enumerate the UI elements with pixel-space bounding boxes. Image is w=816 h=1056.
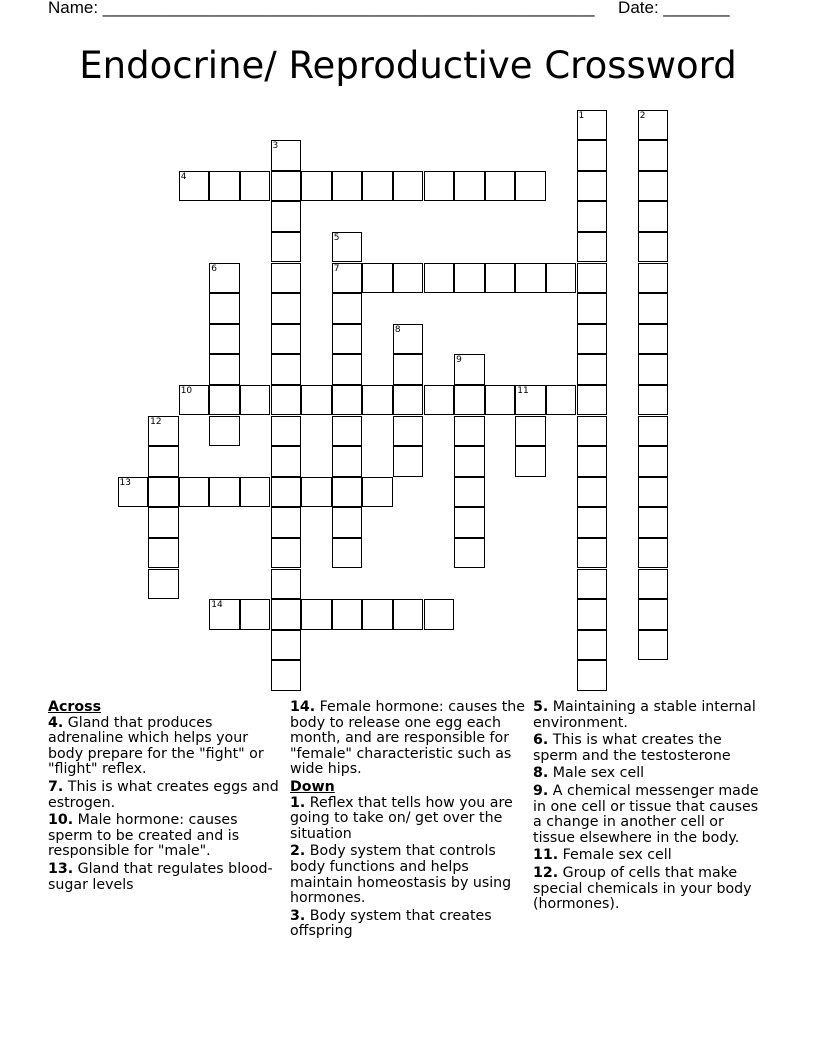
grid-cell[interactable] (271, 569, 302, 600)
clue-item (533, 866, 769, 913)
grid-cell[interactable] (332, 293, 363, 324)
grid-cell[interactable] (454, 354, 485, 385)
clue-number-label: 1 (578, 110, 585, 121)
grid-cell[interactable] (179, 477, 210, 508)
grid-cell[interactable] (515, 416, 546, 447)
clue-text: This is what creates eggs and estrogen. (48, 778, 279, 811)
grid-cell[interactable] (179, 385, 210, 416)
grid-cell[interactable] (638, 569, 669, 600)
clue-section-heading: Down (290, 778, 335, 795)
grid-cell[interactable] (271, 232, 302, 263)
grid-cell[interactable] (209, 263, 240, 294)
grid-cell[interactable] (577, 385, 608, 416)
grid-cell[interactable] (638, 232, 669, 263)
grid-cell[interactable] (271, 538, 302, 569)
grid-cell[interactable] (271, 477, 302, 508)
grid-cell[interactable] (271, 416, 302, 447)
grid-cell[interactable] (638, 538, 669, 569)
clue-item (48, 716, 284, 778)
clue-number: 9. (533, 782, 549, 799)
grid-cell[interactable] (577, 416, 608, 447)
grid-cell[interactable] (577, 446, 608, 477)
page-title: Endocrine/ Reproductive Crossword (79, 44, 737, 87)
clue-number: 11. (533, 847, 559, 864)
clue-text: A chemical messenger made in one cell or tissue that causes a change in another cell or tissue elsewhere in the body. (533, 782, 759, 846)
clue-number-label: 14 (211, 600, 223, 611)
grid-cell[interactable] (638, 416, 669, 447)
clue-item (533, 784, 769, 846)
grid-cell[interactable] (515, 385, 546, 416)
grid-cell[interactable] (271, 446, 302, 477)
grid-cell[interactable] (454, 538, 485, 569)
grid-cell[interactable] (638, 324, 669, 355)
grid-cell[interactable] (577, 538, 608, 569)
clue-number: 5. (533, 699, 549, 715)
grid-cell[interactable] (638, 385, 669, 416)
grid-cell[interactable] (424, 385, 455, 416)
grid-cell[interactable] (577, 293, 608, 324)
clue-number-label: 12 (150, 416, 162, 427)
clue-item (290, 700, 526, 778)
grid-cell[interactable] (332, 171, 363, 202)
grid-cell[interactable] (393, 599, 424, 630)
grid-cell[interactable] (485, 263, 516, 294)
grid-cell[interactable] (515, 446, 546, 477)
grid-cell[interactable] (332, 324, 363, 355)
clue-text: Gland that regulates blood-sugar levels (48, 860, 273, 893)
clues-column-2 (290, 700, 526, 942)
grid-cell[interactable] (332, 232, 363, 263)
grid-cell[interactable] (332, 507, 363, 538)
clue-text: Female sex cell (558, 847, 672, 864)
grid-cell[interactable] (577, 171, 608, 202)
grid-cell[interactable] (332, 263, 363, 294)
grid-cell[interactable] (271, 354, 302, 385)
clue-number: 13. (48, 860, 74, 877)
grid-cell[interactable] (485, 171, 516, 202)
grid-cell[interactable] (485, 385, 516, 416)
grid-cell[interactable] (148, 416, 179, 447)
grid-cell[interactable] (209, 171, 240, 202)
grid-cell[interactable] (577, 110, 608, 141)
grid-cell[interactable] (577, 507, 608, 538)
grid-cell[interactable] (546, 385, 577, 416)
grid-cell[interactable] (638, 446, 669, 477)
clue-text: Body system that creates offspring (290, 907, 492, 940)
grid-cell[interactable] (271, 293, 302, 324)
grid-cell[interactable] (271, 385, 302, 416)
grid-cell[interactable] (209, 477, 240, 508)
clue-item (533, 700, 769, 731)
clue-number-label: 9 (456, 355, 462, 366)
grid-cell[interactable] (638, 599, 669, 630)
clue-text: Male hormone: causes sperm to be created and is responsible for "male". (48, 812, 240, 860)
clue-number: 14. (290, 699, 316, 715)
grid-cell[interactable] (271, 140, 302, 171)
grid-cell[interactable] (577, 477, 608, 508)
grid-cell[interactable] (362, 599, 393, 630)
grid-cell[interactable] (577, 630, 608, 661)
grid-cell[interactable] (577, 232, 608, 263)
grid-cell[interactable] (577, 599, 608, 630)
grid-cell[interactable] (271, 324, 302, 355)
clue-number-label: 10 (180, 385, 193, 396)
grid-cell[interactable] (393, 263, 424, 294)
grid-cell[interactable] (577, 354, 608, 385)
clue-text: Female hormone: causes the body to release one egg each month, and are responsible for "female" characteristic such as wide hips. (290, 699, 526, 778)
grid-cell[interactable] (424, 171, 455, 202)
grid-cell[interactable] (209, 324, 240, 355)
grid-cell[interactable] (515, 263, 546, 294)
clue-item (48, 780, 284, 811)
clue-number: 1. (290, 794, 306, 811)
grid-cell[interactable] (332, 599, 363, 630)
grid-cell[interactable] (179, 171, 210, 202)
grid-cell[interactable] (393, 324, 424, 355)
grid-cell[interactable] (240, 385, 271, 416)
clue-text: Body system that controls body functions and helps maintain homeostasis by using hormones. (290, 843, 512, 907)
grid-cell[interactable] (424, 599, 455, 630)
clue-number: 12. (533, 864, 559, 881)
grid-cell[interactable] (638, 293, 669, 324)
clue-text: Male sex cell (548, 765, 645, 782)
grid-cell[interactable] (271, 630, 302, 661)
grid-cell[interactable] (301, 385, 332, 416)
grid-cell[interactable] (577, 660, 608, 691)
grid-cell[interactable] (148, 507, 179, 538)
grid-cell[interactable] (454, 507, 485, 538)
clue-number-label: 5 (333, 232, 340, 243)
clue-number: 2. (290, 843, 306, 860)
grid-cell[interactable] (638, 263, 669, 294)
grid-cell[interactable] (638, 110, 669, 141)
grid-cell[interactable] (209, 354, 240, 385)
grid-cell[interactable] (301, 599, 332, 630)
grid-cell[interactable] (454, 446, 485, 477)
clue-number-label: 7 (333, 263, 340, 274)
name-date-line: Name: ____________________________________________________ Date: _______ (48, 0, 730, 17)
grid-cell[interactable] (148, 477, 179, 508)
grid-cell[interactable] (638, 477, 669, 508)
grid-cell[interactable] (638, 140, 669, 171)
clue-number: 10. (48, 812, 74, 829)
grid-cell[interactable] (148, 538, 179, 569)
grid-cell[interactable] (362, 385, 393, 416)
grid-cell[interactable] (332, 477, 363, 508)
clue-number: 3. (290, 907, 306, 924)
grid-cell[interactable] (454, 416, 485, 447)
grid-cell[interactable] (362, 477, 393, 508)
grid-cell[interactable] (362, 171, 393, 202)
grid-cell[interactable] (393, 354, 424, 385)
clue-item (533, 733, 769, 764)
clue-item (290, 844, 526, 906)
clue-item (533, 848, 769, 864)
grid-cell[interactable] (271, 660, 302, 691)
clue-number-label: 3 (272, 141, 279, 152)
grid-cell[interactable] (515, 171, 546, 202)
clues-column-1 (48, 700, 284, 895)
clue-number: 4. (48, 714, 64, 731)
clue-text: Reflex that tells how you are going to take on/ get over the situation (290, 794, 513, 842)
clue-item (533, 766, 769, 782)
grid-cell[interactable] (301, 171, 332, 202)
grid-cell[interactable] (393, 446, 424, 477)
grid-cell[interactable] (577, 324, 608, 355)
clue-text: This is what creates the sperm and the testosterone (533, 732, 731, 764)
clue-number: 8. (533, 765, 549, 782)
grid-cell[interactable] (638, 507, 669, 538)
grid-cell[interactable] (209, 416, 240, 447)
grid-cell[interactable] (271, 599, 302, 630)
clue-text: Gland that produces adrenaline which helps your body prepare for the "fight" or "flight" reflex. (48, 714, 264, 778)
grid-cell[interactable] (240, 171, 271, 202)
grid-cell[interactable] (638, 354, 669, 385)
clue-number-label: 13 (119, 477, 131, 488)
grid-cell[interactable] (332, 385, 363, 416)
grid-cell[interactable] (638, 201, 669, 232)
grid-cell[interactable] (271, 507, 302, 538)
clue-number: 7. (48, 778, 64, 795)
grid-cell[interactable] (454, 171, 485, 202)
grid-cell[interactable] (577, 263, 608, 294)
grid-cell[interactable] (240, 477, 271, 508)
grid-cell[interactable] (271, 263, 302, 294)
grid-cell[interactable] (118, 477, 149, 508)
grid-cell[interactable] (362, 263, 393, 294)
clues-column-3 (533, 700, 769, 915)
grid-cell[interactable] (148, 569, 179, 600)
grid-cell[interactable] (209, 293, 240, 324)
clue-text: Group of cells that make special chemicals in your body (hormones). (533, 864, 752, 913)
grid-cell[interactable] (240, 599, 271, 630)
grid-cell[interactable] (148, 446, 179, 477)
grid-cell[interactable] (271, 201, 302, 232)
grid-cell[interactable] (577, 569, 608, 600)
grid-cell[interactable] (393, 171, 424, 202)
clue-number-label: 6 (211, 263, 218, 274)
grid-cell[interactable] (424, 263, 455, 294)
clue-number-label: 4 (180, 171, 187, 182)
grid-cell[interactable] (301, 477, 332, 508)
clue-number-label: 2 (639, 110, 646, 121)
grid-cell[interactable] (546, 263, 577, 294)
clue-item (290, 909, 526, 940)
grid-cell[interactable] (454, 477, 485, 508)
grid-cell[interactable] (332, 538, 363, 569)
grid-cell[interactable] (577, 201, 608, 232)
clue-number-label: 11 (517, 385, 529, 396)
grid-cell[interactable] (454, 263, 485, 294)
grid-cell[interactable] (393, 385, 424, 416)
grid-cell[interactable] (332, 446, 363, 477)
grid-cell[interactable] (209, 599, 240, 630)
clue-item (48, 813, 284, 860)
clue-number: 6. (533, 732, 549, 749)
grid-cell[interactable] (332, 416, 363, 447)
clue-item (48, 862, 284, 893)
grid-cell[interactable] (271, 171, 302, 202)
clue-section-heading: Across (48, 699, 102, 715)
grid-cell[interactable] (454, 385, 485, 416)
clue-text: Maintaining a stable internal environment. (533, 699, 756, 731)
clue-item (290, 796, 526, 843)
grid-cell[interactable] (332, 354, 363, 385)
grid-cell[interactable] (209, 385, 240, 416)
grid-cell[interactable] (638, 630, 669, 661)
grid-cell[interactable] (638, 171, 669, 202)
grid-cell[interactable] (577, 140, 608, 171)
clue-number-label: 8 (394, 324, 401, 335)
grid-cell[interactable] (393, 416, 424, 447)
